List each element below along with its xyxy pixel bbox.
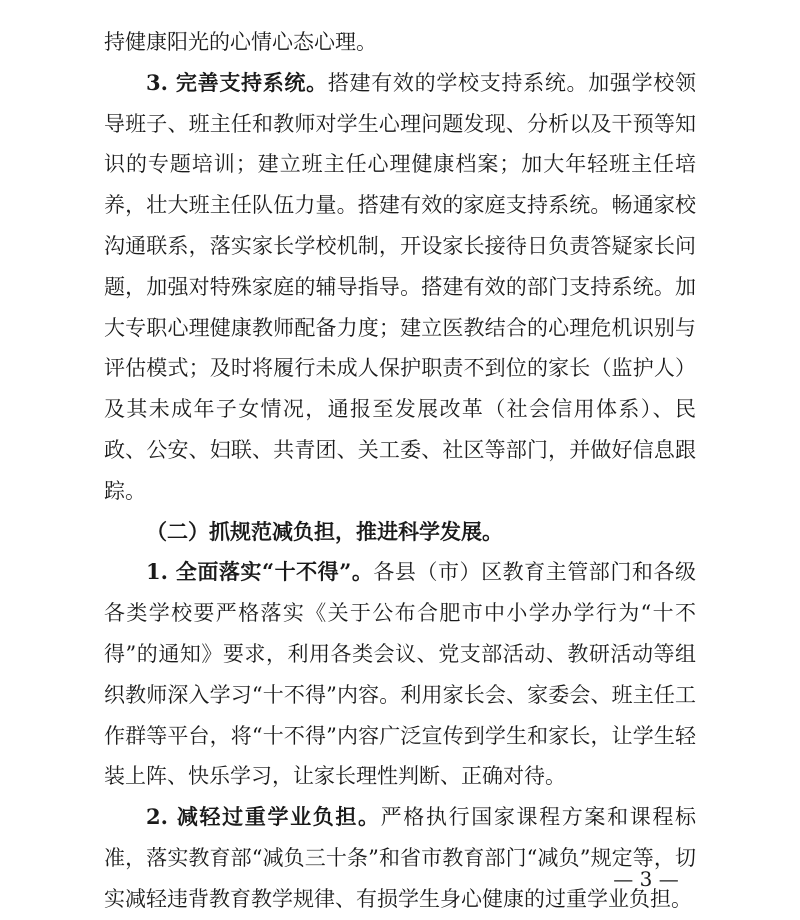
paragraph-item-2: [104, 797, 696, 919]
item-2-body: 严格执行国家课程方案和课程标准，落实教育部“减负三十条”和省市教育部门“减负”规定等，切实减轻违背教育教学规律、有损学生身心健康的过重学业负担。: [104, 805, 697, 911]
section-3-lead: 3. 完善支持系统。: [146, 69, 328, 95]
heading-section-2: [104, 512, 696, 553]
item-2-lead: 2. 减轻过重学业负担。: [146, 804, 381, 830]
paragraph-continuation: [104, 22, 696, 63]
item-1-body: 各县（市）区教育主管部门和各级各类学校要严格落实《关于公布合肥市中小学办学行为“十不得”的通知》要求，利用各类会议、党支部活动、教研活动等组织教师深入学习“十不得”内容。利用家长会、家委会、班主任工作群等平台，将“十不得”内容广泛宣传到学生和家长，让学生轻装上阵、快乐学习，让家长理性判断、正确对待。: [104, 560, 696, 789]
section-3-body: 搭建有效的学校支持系统。加强学校领导班子、班主任和教师对学生心理问题发现、分析以及干预等知识的专题培训；建立班主任心理健康档案；加大年轻班主任培养，壮大班主任队伍力量。搭建有效的家庭支持系统。畅通家校沟通联系，落实家长学校机制，开设家长接待日负责答疑家长问题，加强对特殊家庭的辅导指导。搭建有效的部门支持系统。加大专职心理健康教师配备力度；建立医教结合的心理危机识别与评估模式；及时将履行未成人保护职责不到位的家长（监护人）及其未成年子女情况，通报至发展改革（社会信用体系）、民政、公安、妇联、共青团、关工委、社区等部门，并做好信息跟踪。: [104, 70, 697, 503]
page-number: — 3 —: [613, 867, 679, 891]
document-body: [104, 22, 696, 920]
continuation-text: 持健康阳光的心情心态心理。: [104, 30, 377, 54]
item-1-lead: 1. 全面落实“十不得”。: [146, 559, 374, 585]
heading-section-2-text: （二）抓规范减负担，推进科学发展。: [146, 518, 503, 544]
paragraph-item-1: [104, 552, 696, 797]
paragraph-section-3: [104, 63, 696, 512]
